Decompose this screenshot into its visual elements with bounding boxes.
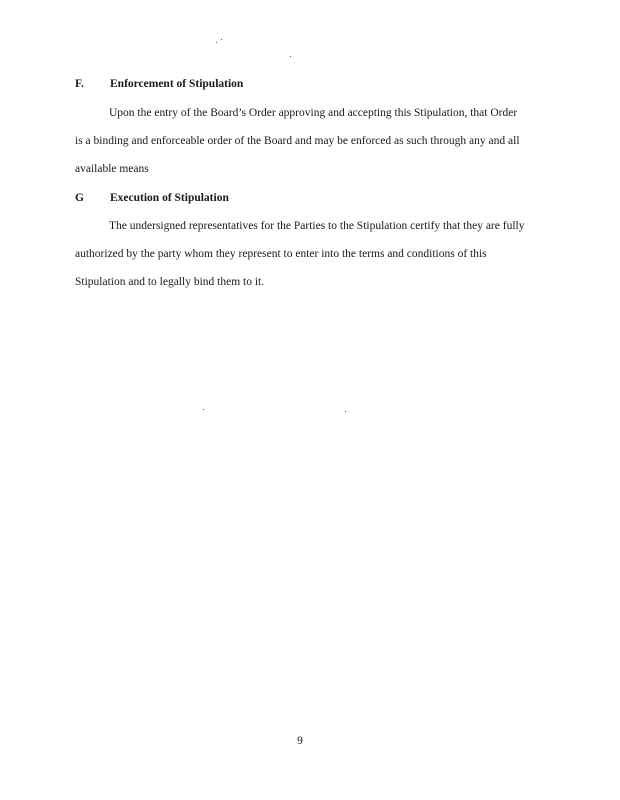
- section-letter: F.: [75, 78, 84, 90]
- scan-speck: [345, 411, 346, 412]
- paragraph-line: The undersigned representatives for the Parties to the Stipulation certify that they are fully: [109, 220, 525, 232]
- page-number: 9: [297, 735, 303, 747]
- scan-speck: [216, 42, 217, 43]
- section-letter: G: [75, 192, 84, 204]
- section-heading-g: [75, 192, 229, 204]
- paragraph-line: Stipulation and to legally bind them to it.: [75, 276, 265, 288]
- scan-speck: [203, 409, 204, 410]
- section-title: Enforcement of Stipulation: [110, 78, 244, 90]
- scan-speck: [221, 39, 222, 40]
- scan-speck: [290, 56, 291, 57]
- paragraph-line: Upon the entry of the Board’s Order approving and accepting this Stipulation, that Order: [109, 107, 518, 119]
- paragraph-line: authorized by the party whom they represent to enter into the terms and conditions of this: [75, 248, 487, 260]
- section-title: Execution of Stipulation: [110, 192, 229, 204]
- paragraph-line: is a binding and enforceable order of the Board and may be enforced as such through any and all: [75, 135, 520, 147]
- section-heading-f: [75, 78, 243, 90]
- paragraph-line: available means: [75, 163, 149, 175]
